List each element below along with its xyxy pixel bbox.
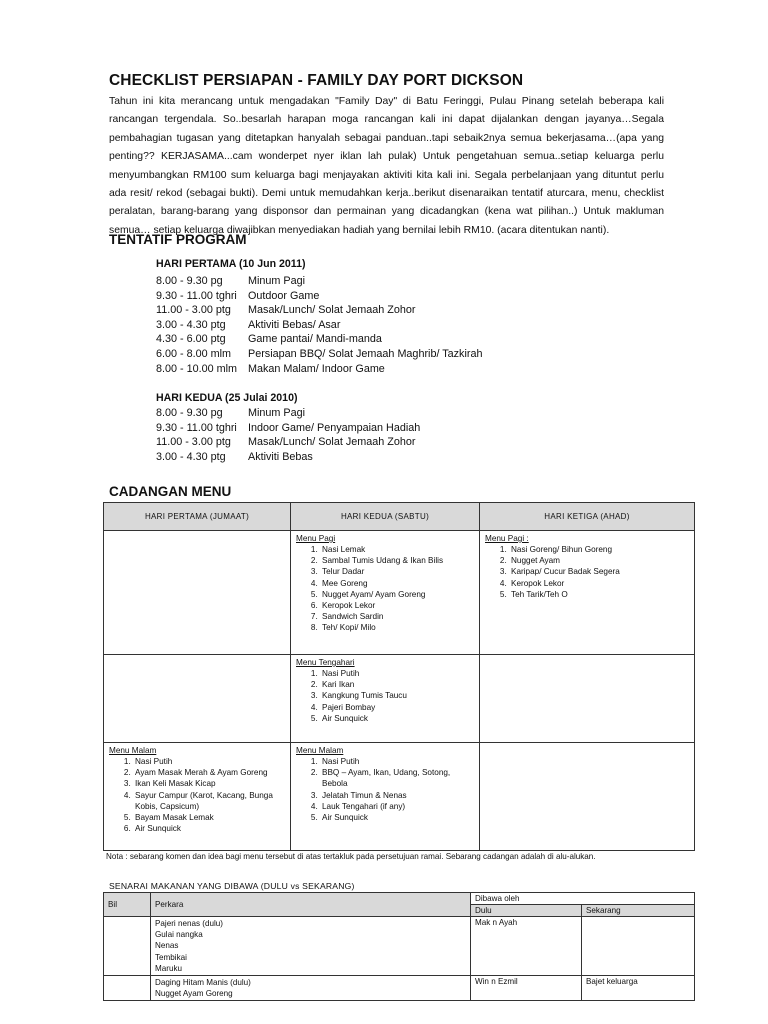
schedule-time: 6.00 - 8.00 mlm xyxy=(156,347,232,360)
schedule-row xyxy=(156,289,482,304)
schedule-row xyxy=(156,435,420,450)
menu-item: 2. Sambal Tumis Udang & Ikan Bilis xyxy=(320,555,474,566)
menu-item: 1. Nasi Putih xyxy=(320,668,474,679)
menu-cell-sabtu-pagi xyxy=(291,531,480,655)
day1-schedule xyxy=(156,274,482,376)
menu-item: 4. Pajeri Bombay xyxy=(320,702,474,713)
day1-title: HARI PERTAMA (10 Jun 2011) xyxy=(156,258,306,270)
menu-item: 1. Nasi Lemak xyxy=(320,544,474,555)
menu-item: 3. Telur Dadar xyxy=(320,566,474,577)
food-item: Gulai nangka xyxy=(155,930,203,940)
menu-item: 5. Nugget Ayam/ Ayam Goreng xyxy=(320,589,474,600)
menu-item: 5. Bayam Masak Lemak xyxy=(133,812,285,823)
document-title: CHECKLIST PERSIAPAN - FAMILY DAY PORT DICKSON xyxy=(109,72,524,89)
schedule-activity: Persiapan BBQ/ Solat Jemaah Maghrib/ Tazkirah xyxy=(248,347,483,360)
menu-list xyxy=(296,756,474,823)
schedule-time: 4.30 - 6.00 ptg xyxy=(156,333,226,346)
menu-col-sabtu: HARI KEDUA (SABTU) xyxy=(291,503,480,531)
tentatif-heading: TENTATIF PROGRAM xyxy=(109,232,247,247)
schedule-time: 8.00 - 9.30 pg xyxy=(156,407,223,419)
menu-item: 8. Teh/ Kopi/ Milo xyxy=(320,622,474,633)
menu-item: 4. Mee Goreng xyxy=(320,578,474,589)
schedule-time: 3.00 - 4.30 ptg xyxy=(156,450,226,463)
intro-paragraph: Tahun ini kita merancang untuk mengadakan "Family Day" di Batu Feringgi, Pulau Pinang setelah beberapa kali rancangan tergendala. So..besarlah harapan moga rancangan kali ini dapat dijalankan dengan jayanya…Segala pembahagian tugasan yang ditetapkan hanyalah sebagai panduan..tapi sebaik2nya semua bekerjasama…(apa yang penting?? KERJASAMA...cam wonderpet nyer iklan lah pulak) Untuk pengetahuan semua..setiap keluarga perlu menyumbangkan RM100 sum keluarga bagi menjayakan aktiviti kita kali ini. Segala perbelanjaan yang dituntut perlu ada resit/ rekod (sebagai bukti). Demi untuk memudahkan kerja..berikut disenaraikan tentatif aturcara, menu, checklist peralatan, barang-barang yang disponsor dan permainan yang dicadangkan (kena wat pilihan..) Untuk makluman semua… setiap keluarga diwajibkan menyediakan hadiah yang bernilai lebih RM10. (acara ditentukan nanti). xyxy=(109,96,664,236)
day2-title: HARI KEDUA (25 Julai 2010) xyxy=(156,392,298,404)
menu-item: 3. Kangkung Tumis Taucu xyxy=(320,690,474,701)
menu-list xyxy=(296,668,474,724)
menu-item: 1. Nasi Putih xyxy=(133,756,285,767)
food-header-row xyxy=(104,893,695,905)
menu-row-malam xyxy=(104,743,695,851)
schedule-activity: Outdoor Game xyxy=(248,289,320,302)
food-item: Maruku xyxy=(155,963,182,973)
col-perkara: Perkara xyxy=(151,893,471,917)
cell-sekarang: Bajet keluarga xyxy=(582,976,695,1001)
schedule-row xyxy=(156,421,420,436)
food-item: Nugget Ayam Goreng xyxy=(155,989,233,999)
schedule-row xyxy=(156,274,482,289)
schedule-activity: Aktiviti Bebas xyxy=(248,450,313,463)
menu-item: 4. Lauk Tengahari (if any) xyxy=(320,801,474,812)
menu-title: Menu Pagi : xyxy=(485,534,529,543)
menu-item: 5. Teh Tarik/Teh O xyxy=(509,589,689,600)
schedule-time: 9.30 - 11.00 tghri xyxy=(156,421,237,434)
col-dulu: Dulu xyxy=(471,905,582,917)
menu-cell-sabtu-malam xyxy=(291,743,480,851)
menu-item: 6. Air Sunquick xyxy=(133,823,285,834)
schedule-activity: Masak/Lunch/ Solat Jemaah Zohor xyxy=(248,304,416,317)
schedule-time: 8.00 - 9.30 pg xyxy=(156,275,223,287)
col-dibawa-oleh: Dibawa oleh xyxy=(471,893,695,905)
schedule-row xyxy=(156,450,420,465)
menu-cell-empty xyxy=(104,531,291,655)
schedule-row xyxy=(156,318,482,333)
menu-cell-empty xyxy=(480,743,695,851)
schedule-activity: Aktiviti Bebas/ Asar xyxy=(248,318,341,331)
menu-item: 4. Keropok Lekor xyxy=(509,578,689,589)
col-bil: Bil xyxy=(104,893,151,917)
menu-row-pagi xyxy=(104,531,695,655)
menu-item: 7. Sandwich Sardin xyxy=(320,611,474,622)
menu-col-ahad: HARI KETIGA (AHAD) xyxy=(480,503,695,531)
menu-heading: CADANGAN MENU xyxy=(109,484,232,499)
table-row xyxy=(104,976,695,1001)
menu-item: 5. Air Sunquick xyxy=(320,713,474,724)
schedule-activity: Makan Malam/ Indoor Game xyxy=(248,362,385,375)
schedule-time: 8.00 - 10.00 mlm xyxy=(156,362,238,375)
cell-dulu: Win n Ezmil xyxy=(471,976,582,1001)
menu-table xyxy=(103,502,695,851)
menu-item: 3. Ikan Keli Masak Kicap xyxy=(133,778,285,789)
schedule-activity: Minum Pagi xyxy=(248,275,306,287)
menu-header-row xyxy=(104,503,695,531)
schedule-activity: Game pantai/ Mandi-manda xyxy=(248,333,382,346)
menu-item: 3. Jelatah Timun & Nenas xyxy=(320,790,474,801)
food-item: Tembikai xyxy=(155,952,187,962)
schedule-activity: Indoor Game/ Penyampaian Hadiah xyxy=(248,421,421,434)
schedule-row xyxy=(156,303,482,318)
schedule-time: 11.00 - 3.00 ptg xyxy=(156,304,231,317)
schedule-row xyxy=(156,347,482,362)
cell-sekarang xyxy=(582,917,695,976)
menu-item: 2. Ayam Masak Merah & Ayam Goreng xyxy=(133,767,285,778)
menu-title: Menu Pagi xyxy=(296,534,336,543)
menu-item: 6. Keropok Lekor xyxy=(320,600,474,611)
schedule-row xyxy=(156,362,482,377)
menu-cell-jumaat-malam xyxy=(104,743,291,851)
menu-cell-sabtu-tengahari xyxy=(291,655,480,743)
menu-list xyxy=(296,544,474,634)
schedule-time: 3.00 - 4.30 ptg xyxy=(156,318,226,331)
cell-perkara xyxy=(151,976,471,1001)
menu-row-tengahari xyxy=(104,655,695,743)
menu-item: 4. Sayur Campur (Karot, Kacang, Bunga Kobis, Capsicum) xyxy=(133,790,285,812)
menu-item: 1. Nasi Putih xyxy=(320,756,474,767)
food-list-heading: SENARAI MAKANAN YANG DIBAWA (DULU vs SEKARANG) xyxy=(109,881,355,891)
schedule-activity: Minum Pagi xyxy=(248,407,306,419)
menu-title: Menu Malam xyxy=(296,746,344,755)
menu-cell-empty xyxy=(104,655,291,743)
menu-item: 1. Nasi Goreng/ Bihun Goreng xyxy=(509,544,689,555)
menu-item: 2. Kari Ikan xyxy=(320,679,474,690)
menu-item: 5. Air Sunquick xyxy=(320,812,474,823)
menu-title: Menu Tengahari xyxy=(296,658,355,667)
cell-bil xyxy=(104,917,151,976)
menu-note: Nota : sebarang komen dan idea bagi menu tersebut di atas tertakluk pada persetujuan ramai. Sebarang cadangan adalah di alu-alukan. xyxy=(106,852,596,861)
cell-perkara xyxy=(151,917,471,976)
schedule-time: 9.30 - 11.00 tghri xyxy=(156,289,237,302)
menu-cell-empty xyxy=(480,655,695,743)
food-list-table xyxy=(103,892,695,1001)
col-sekarang: Sekarang xyxy=(582,905,695,917)
schedule-row xyxy=(156,406,420,421)
schedule-row xyxy=(156,332,482,347)
menu-col-jumaat: HARI PERTAMA (JUMAAT) xyxy=(104,503,291,531)
menu-list xyxy=(485,544,689,600)
food-item: Pajeri nenas (dulu) xyxy=(155,919,223,928)
table-row xyxy=(104,917,695,976)
menu-title: Menu Malam xyxy=(109,746,157,755)
schedule-activity: Masak/Lunch/ Solat Jemaah Zohor xyxy=(248,436,416,449)
menu-list xyxy=(109,756,285,834)
day2-schedule xyxy=(156,406,420,464)
food-item: Daging Hitam Manis (dulu) xyxy=(155,978,251,988)
menu-cell-ahad-pagi xyxy=(480,531,695,655)
cell-bil xyxy=(104,976,151,1001)
food-item: Nenas xyxy=(155,941,179,951)
menu-item: 3. Karipap/ Cucur Badak Segera xyxy=(509,566,689,577)
menu-item: 2. Nugget Ayam xyxy=(509,555,689,566)
schedule-time: 11.00 - 3.00 ptg xyxy=(156,436,231,449)
menu-item: 2. BBQ – Ayam, Ikan, Udang, Sotong, Bebola xyxy=(320,767,474,789)
cell-dulu: Mak n Ayah xyxy=(471,917,582,976)
